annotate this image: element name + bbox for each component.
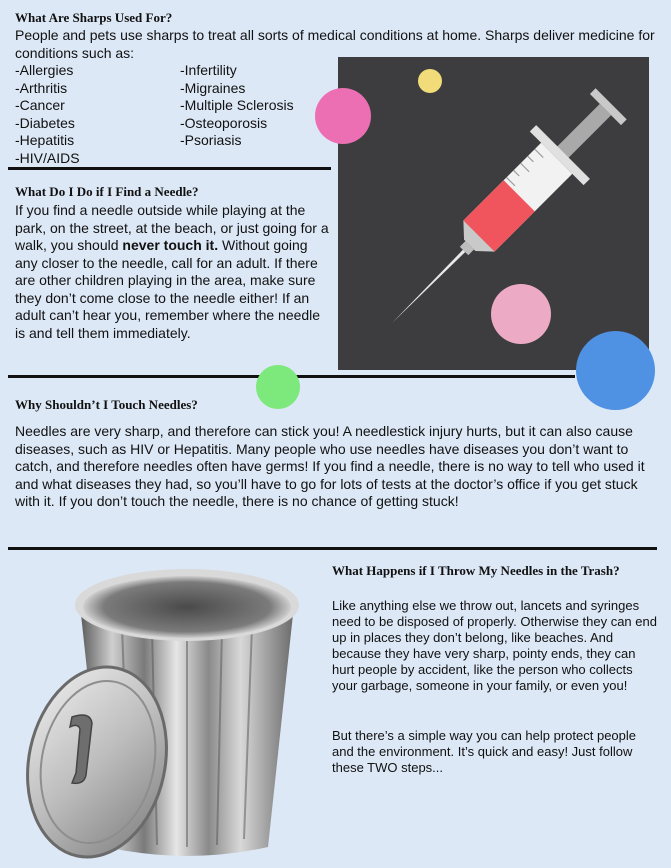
- conditions-list-right: [180, 62, 294, 150]
- list-item: -Infertility: [180, 62, 237, 78]
- emphasis-text: never touch it.: [122, 237, 219, 253]
- yellow-circle: [418, 69, 442, 93]
- find-needle-text: If you find a needle outside while playing at the park, on the street, at the beach, or just going for a walk, you should never touch it. Without going any closer to the needle, call for an adult. If there are other children playing in the area, make sure they don’t come close to the needle either! If an adult can’t hear you, remember where the needle is and tell them immediately.: [15, 202, 329, 341]
- list-item: -Cancer: [15, 97, 65, 113]
- list-item: -Arthritis: [15, 79, 68, 96]
- list-item: -Diabetes: [15, 114, 75, 131]
- list-item: -HIV/AIDS: [15, 149, 80, 166]
- conditions-list-left: [15, 62, 80, 167]
- trash-paragraph-2: But there’s a simple way you can help protect people and the environment. It’s quick and easy! Just follow these TWO steps...: [332, 728, 636, 775]
- light-pink-circle: [491, 284, 551, 344]
- green-circle: [256, 365, 300, 409]
- trash-heading: What Happens if I Throw My Needles in the Trash?: [332, 563, 620, 578]
- trash-can-illustration: [12, 557, 322, 862]
- list-item: -Psoriasis: [180, 132, 242, 148]
- find-needle-heading: What Do I Do if I Find a Needle?: [15, 184, 199, 199]
- trash-can-icon: [12, 557, 322, 862]
- list-item: -Osteoporosis: [180, 114, 268, 131]
- blue-circle: [576, 331, 655, 410]
- divider: [8, 547, 657, 550]
- why-not-touch-heading: Why Shouldn’t I Touch Needles?: [15, 397, 198, 412]
- list-item: -Allergies: [15, 62, 74, 78]
- sharps-heading: What Are Sharps Used For?: [15, 10, 173, 25]
- why-not-touch-text: Needles are very sharp, and therefore can stick you! A needlestick injury hurts, but it can also cause diseases, such as HIV or Hepatitis. Many people who use needles have diseases you don’t want to catch, and therefore needles often have germs! If you find a needle, there is no way to tell who used it and what diseases they had, so you’ll have to go for lots of tests at the doctor’s office if you get stuck with it. If you don’t touch the needle, there is no chance of getting stuck!: [15, 423, 645, 509]
- list-item: -Migraines: [180, 79, 246, 96]
- divider: [8, 167, 331, 170]
- pink-circle: [315, 88, 371, 144]
- sharps-intro: People and pets use sharps to treat all sorts of medical conditions at home. Sharps deliver medicine for conditions such as:: [15, 27, 655, 61]
- trash-paragraph-1: Like anything else we throw out, lancets and syringes need to be disposed of properly. Otherwise they can end up in places they don’t belong, like beaches. And because they have very sharp, pointy ends, they can hurt people by accident, like the person who collects your garbage, someone in your family, or even you!: [332, 598, 657, 693]
- list-item: -Multiple Sclerosis: [180, 97, 294, 113]
- list-item: -Hepatitis: [15, 132, 75, 148]
